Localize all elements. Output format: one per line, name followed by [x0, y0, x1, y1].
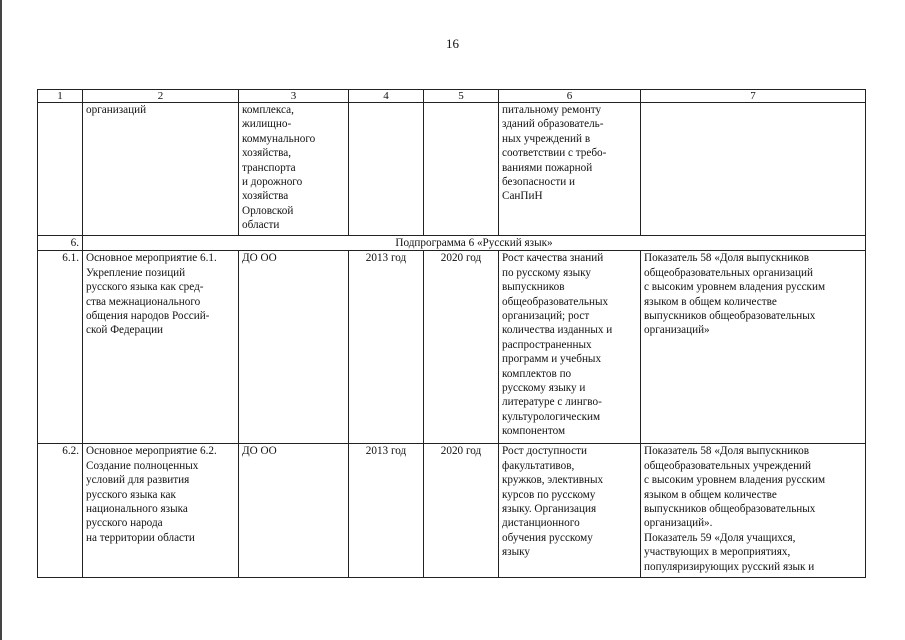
text-line: организаций — [86, 104, 147, 116]
header-cell: 6 — [499, 90, 641, 103]
text-line: дистанционного — [502, 517, 580, 530]
text-line: ных учреждений в — [502, 132, 591, 145]
text-line: общеобразовательных организаций — [644, 266, 813, 279]
text-line: Показатель 59 «Доля учащихся, — [644, 531, 796, 544]
cell-c7 — [641, 251, 866, 444]
cell-c2 — [83, 251, 239, 444]
cell-c3 — [239, 251, 349, 444]
text-line: ства межнационального — [86, 295, 201, 308]
cell-c6 — [499, 103, 641, 236]
cell-c6 — [499, 251, 641, 444]
text-line: выпускников общеобразовательных — [644, 503, 816, 516]
header-cell: 1 — [38, 90, 83, 103]
text-line: Рост качества знаний — [502, 252, 604, 265]
header-cell: 3 — [239, 90, 349, 103]
cell-c3 — [239, 103, 349, 236]
continuation-row — [38, 103, 866, 236]
header-cell: 5 — [424, 90, 499, 103]
text-line: Орловской — [242, 204, 294, 217]
text-line: Рост доступности — [502, 445, 588, 458]
text-line: Показатель 58 «Доля выпускников — [644, 252, 810, 265]
text-line: языку — [502, 546, 530, 559]
text-line: популяризирующих русский язык и — [644, 560, 815, 573]
row-number: 6.1. — [38, 251, 83, 444]
text-line: программ и учебных — [502, 353, 602, 366]
text-line: обучения русскому — [502, 531, 593, 544]
section-row — [38, 236, 866, 251]
text-line: Укрепление позиций — [86, 266, 186, 279]
page-edge — [0, 0, 2, 640]
text-line: организаций» — [644, 324, 710, 337]
cell-c7 — [641, 444, 866, 578]
text-line: хозяйства — [242, 190, 289, 203]
text-line: жилищно- — [242, 118, 292, 131]
text-line: ваниями пожарной — [502, 161, 593, 174]
text-line: языком в общем количестве — [644, 295, 777, 308]
text-line: языку. Организация — [502, 503, 597, 516]
section-title: Подпрограмма 6 «Русский язык» — [83, 236, 866, 251]
cell-start-year: 2013 год — [349, 444, 424, 578]
text-line: Показатель 58 «Доля выпускников — [644, 445, 810, 458]
text-line: условий для развития — [86, 474, 190, 487]
cell-c6 — [499, 444, 641, 578]
text-line: компонентом — [502, 425, 566, 438]
text-line: зданий образователь- — [502, 118, 604, 131]
text-line: литературе с лингво- — [502, 396, 602, 409]
text-line: количества изданных и — [502, 324, 613, 337]
section-number: 6. — [38, 236, 83, 251]
text-line: на территории области — [86, 531, 195, 544]
text-line: общеобразовательных — [502, 295, 609, 308]
header-row — [38, 90, 866, 103]
text-line: Основное мероприятие 6.2. — [86, 445, 217, 458]
text-line: комплекса, — [242, 104, 294, 116]
text-line: СанПиН — [502, 190, 543, 203]
text-line: русского языка как сред- — [86, 281, 204, 294]
text-line: Основное мероприятие 6.1. — [86, 252, 217, 265]
text-line: факультативов, — [502, 459, 575, 472]
text-line: Создание полноценных — [86, 459, 199, 472]
text-line: выпускников — [502, 281, 565, 294]
text-line: ской Федерации — [86, 324, 164, 337]
header-cell: 4 — [349, 90, 424, 103]
text-line: выпускников общеобразовательных — [644, 310, 816, 323]
text-line: русского народа — [86, 517, 163, 530]
row-number: 6.2. — [38, 444, 83, 578]
text-line: с высоким уровнем владения русским — [644, 281, 826, 294]
text-line: ДО ОО — [242, 445, 277, 458]
text-line: области — [242, 219, 280, 232]
text-line: кружков, элективных — [502, 474, 604, 487]
cell-start-year: 2013 год — [349, 251, 424, 444]
text-line: языком в общем количестве — [644, 488, 777, 501]
text-line: русского языка как — [86, 488, 176, 501]
cell-c3 — [239, 444, 349, 578]
text-line: общения народов Россий- — [86, 310, 210, 323]
text-line: питальному ремонту — [502, 104, 602, 116]
table-row — [38, 251, 866, 444]
program-table — [37, 89, 866, 578]
text-line: с высоким уровнем владения русским — [644, 474, 826, 487]
text-line: общеобразовательных учреждений — [644, 459, 812, 472]
text-line: распространенных — [502, 338, 592, 351]
text-line: национального языка — [86, 503, 188, 516]
header-cell: 2 — [83, 90, 239, 103]
text-line: русскому языку и — [502, 382, 586, 395]
text-line: по русскому языку — [502, 266, 592, 279]
header-cell: 7 — [641, 90, 866, 103]
text-line: безопасности и — [502, 176, 575, 189]
text-line: транспорта — [242, 161, 296, 174]
text-line: организаций». — [644, 517, 713, 530]
page-number: 16 — [446, 36, 459, 51]
text-line: соответствии с требо- — [502, 147, 607, 160]
text-line: курсов по русскому — [502, 488, 596, 501]
cell-end-year: 2020 год — [424, 251, 499, 444]
text-line: комплектов по — [502, 367, 572, 380]
text-line: ДО ОО — [242, 252, 277, 265]
text-line: и дорожного — [242, 176, 303, 189]
table-row — [38, 444, 866, 578]
text-line: хозяйства, — [242, 147, 292, 160]
text-line: организаций; рост — [502, 310, 590, 323]
text-line: культурологическим — [502, 410, 601, 423]
text-line: участвующих в мероприятиях, — [644, 546, 791, 559]
cell-end-year: 2020 год — [424, 444, 499, 578]
cell-c2 — [83, 444, 239, 578]
cell-c2 — [83, 103, 239, 236]
text-line: коммунального — [242, 132, 316, 145]
